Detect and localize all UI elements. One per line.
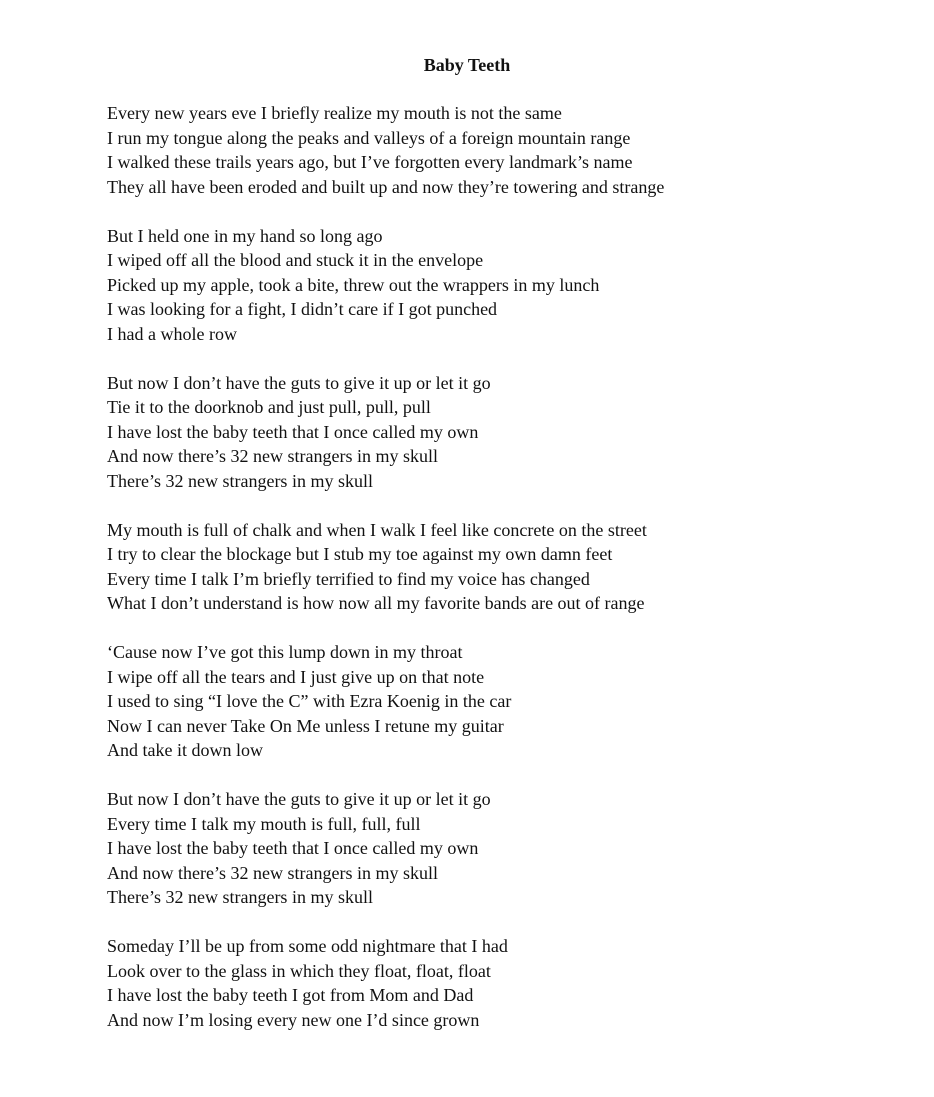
poem-line: I used to sing “I love the C” with Ezra Koenig in the car (107, 691, 512, 711)
poem-body (107, 101, 907, 1057)
poem-line: Look over to the glass in which they float, float, float (107, 960, 491, 981)
stanza-2 (107, 224, 907, 347)
poem-line: I was looking for a fight, I didn’t care if I got punched (107, 299, 498, 319)
poem-line: I wipe off all the tears and I just give up on that note (107, 666, 485, 687)
stanza-4 (107, 518, 907, 616)
poem-line: Picked up my apple, took a bite, threw out the wrappers in my lunch (107, 274, 600, 295)
stanza-3 (107, 371, 907, 494)
poem-line: ‘Cause now I’ve got this lump down in my throat (107, 642, 463, 662)
poem-line: But now I don’t have the guts to give it up or let it go (107, 372, 491, 393)
poem-line: Every time I talk I’m briefly terrified to find my voice has changed (107, 568, 590, 589)
stanza-5 (107, 640, 907, 763)
poem-line: I wiped off all the blood and stuck it in the envelope (107, 250, 484, 270)
stanza-1 (107, 101, 907, 199)
poem-line: Tie it to the doorknob and just pull, pull, pull (107, 397, 431, 417)
poem-line: Every time I talk my mouth is full, full, full (107, 813, 421, 834)
poem-line: There’s 32 new strangers in my skull (107, 887, 373, 907)
poem-line: But now I don’t have the guts to give it up or let it go (107, 789, 491, 809)
stanza-6 (107, 787, 907, 910)
poem-line: And now there’s 32 new strangers in my skull (107, 446, 438, 466)
poem-line: And now there’s 32 new strangers in my skull (107, 862, 438, 883)
poem-line: And now I’m losing every new one I’d since grown (107, 1009, 480, 1030)
poem-line: Now I can never Take On Me unless I retune my guitar (107, 715, 504, 736)
poem-line: I have lost the baby teeth I got from Mom and Dad (107, 985, 474, 1005)
page-title: Baby Teeth (423, 55, 511, 75)
poem-line: And take it down low (107, 740, 263, 760)
poem-line: I have lost the baby teeth that I once called my own (107, 838, 479, 858)
poem-line: Every new years eve I briefly realize my mouth is not the same (107, 103, 562, 123)
poem-line: I run my tongue along the peaks and valleys of a foreign mountain range (107, 127, 631, 148)
poem-line: But I held one in my hand so long ago (107, 225, 383, 246)
poem-line: There’s 32 new strangers in my skull (107, 470, 373, 491)
poem-line: I try to clear the blockage but I stub my toe against my own damn feet (107, 544, 613, 564)
poem-line: I have lost the baby teeth that I once called my own (107, 421, 479, 442)
poem-line: They all have been eroded and built up and now they’re towering and strange (107, 176, 665, 197)
poem-line: My mouth is full of chalk and when I walk I feel like concrete on the street (107, 519, 647, 540)
poem-line: I walked these trails years ago, but I’ve forgotten every landmark’s name (107, 152, 633, 172)
stanza-7 (107, 934, 907, 1032)
poem-line: Someday I’ll be up from some odd nightmare that I had (107, 936, 508, 956)
poem-line: What I don’t understand is how now all my favorite bands are out of range (107, 593, 645, 613)
poem-line: I had a whole row (107, 323, 237, 344)
